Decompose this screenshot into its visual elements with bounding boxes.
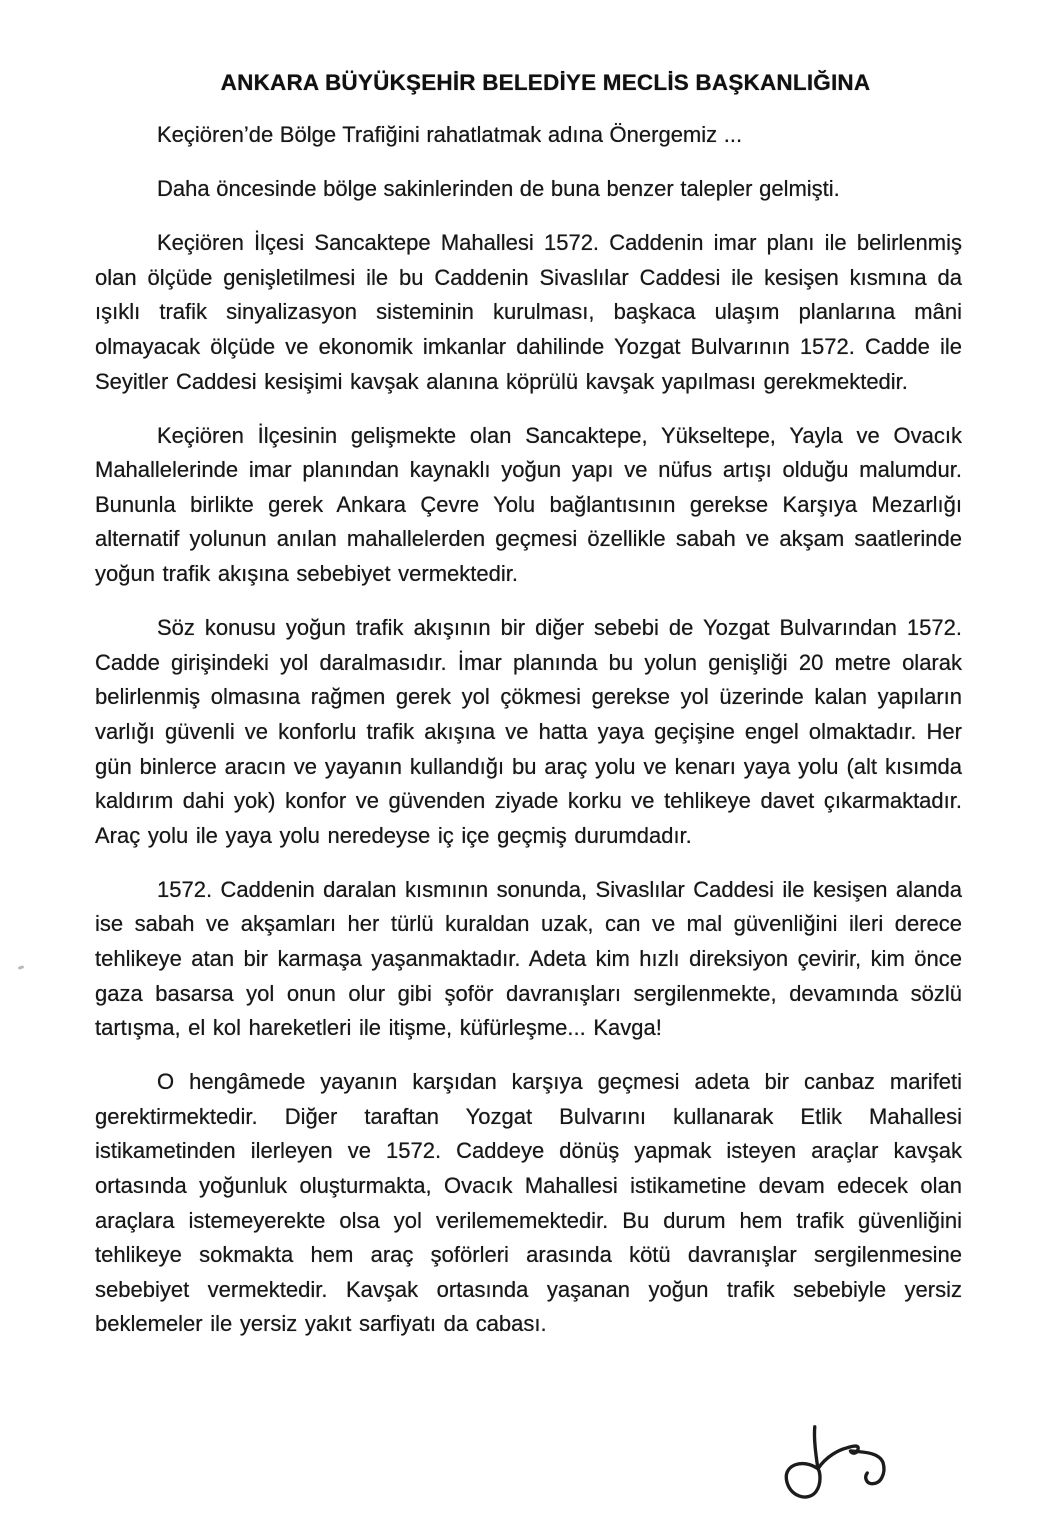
paragraph-population-growth: Keçiören İlçesinin gelişmekte olan Sancaktepe, Yükseltepe, Yayla ve Ovacık Mahallelerinde imar planından kaynaklı yoğun yapı ve nüfus artışı olduğu malumdur. Bununla birlikte gerek Ankara Çevre Yolu bağlantısının gerekse Karşıya Mezarlığı alternatif yolunun anılan mahallelerden geçmesi özellikle sabah ve akşam saatlerinde yoğun trafik akışına sebebiyet vermektedir. bbox=[95, 422, 962, 587]
signature-scribble-icon bbox=[778, 1418, 904, 1508]
document-title-text: ANKARA BÜYÜKŞEHİR BELEDİYE MECLİS BAŞKANLIĞINA bbox=[220, 70, 871, 95]
paragraph-road-widening-request: Keçiören İlçesi Sancaktepe Mahallesi 1572. Caddenin imar planı ile belirlenmiş olan ölçüde genişletilmesi ile bu Caddenin Sivaslılar Caddesi ile kesişen kısmına da ışıklı trafik sinyalizasyon sisteminin kurulması, başkaca ulaşım planlarına mâni olmayacak ölçüde ve ekonomik imkanlar dahilinde Yozgat Bulvarının 1572. Cadde ile Seyitler Caddesi kesişimi kavşak alanına köprülü kavşak yapılması gerekmektedir. bbox=[95, 230, 962, 394]
paragraph-prior-requests: Daha öncesinde bölge sakinlerinden de buna benzer talepler gelmişti. bbox=[157, 176, 840, 202]
paragraph-pedestrian-danger: O hengâmede yayanın karşıdan karşıya geçmesi adeta bir canbaz marifeti gerektirmektedir. Diğer taraftan Yozgat Bulvarını kullanarak Etlik Mahallesi istikametinden ilerleyen ve 1572. Caddeye dönüş yapmak isteyen araçlar kavşak ortasında yoğunluk oluşturmakta, Ovacık Mahallesi istikametine devam edecek olan araçlara istemeyerekte olsa yol verilememektedir. Bu durum hem trafik güvenliğini tehlikeye sokmakta hem araç şoförleri arasında kötü davranışlar sergilenmesine sebebiyet vermektedir. Kavşak ortasında yaşanan yoğun trafik sebebiyle yersiz beklemeler ile yersiz yakıt sarfiyatı da cabası. bbox=[95, 1069, 962, 1337]
paragraph-road-narrowing: Söz konusu yoğun trafik akışının bir diğer sebebi de Yozgat Bulvarından 1572. Cadde girişindeki yol daralmasıdır. İmar planında bu yolun genişliği 20 metre olarak belirlenmiş olmasına rağmen gerek yol çökmesi gerekse yol üzerinde kalan yapıların varlığı güvenli ve konforlu trafik akışına ve hatta yaya geçişine engel olmaktadır. Her gün binlerce aracın ve yayanın kullandığı bu araç yolu ve kenarı yaya yolu (alt kısımda kaldırım dahi yok) konfor ve güvenden ziyade korku ve tehlikeye davet çıkarmaktadır. Araç yolu ile yaya yolu neredeyse iç içe geçmiş durumdadır. bbox=[95, 615, 962, 848]
document-title bbox=[129, 70, 962, 96]
paragraph-intersection-chaos: 1572. Caddenin daralan kısmının sonunda, Sivaslılar Caddesi ile kesişen alanda ise sabah ve akşamları her türlü kuraldan uzak, can ve mal güvenliğini ileri derece tehlikeye atan bir karmaşa yaşanmaktadır. Adeta kim hızlı direksiyon çevirir, kim önce gaza basarsa yol onun olur gibi şoför davranışları sergilenmekte, devamında sözlü tartışma, el kol hareketleri ile itişme, küfürleşme... Kavga! bbox=[95, 876, 962, 1041]
signature bbox=[778, 1418, 904, 1508]
paragraph-subject-line: Keçiören’de Bölge Trafiğini rahatlatmak adına Önergemiz ... bbox=[157, 122, 743, 147]
